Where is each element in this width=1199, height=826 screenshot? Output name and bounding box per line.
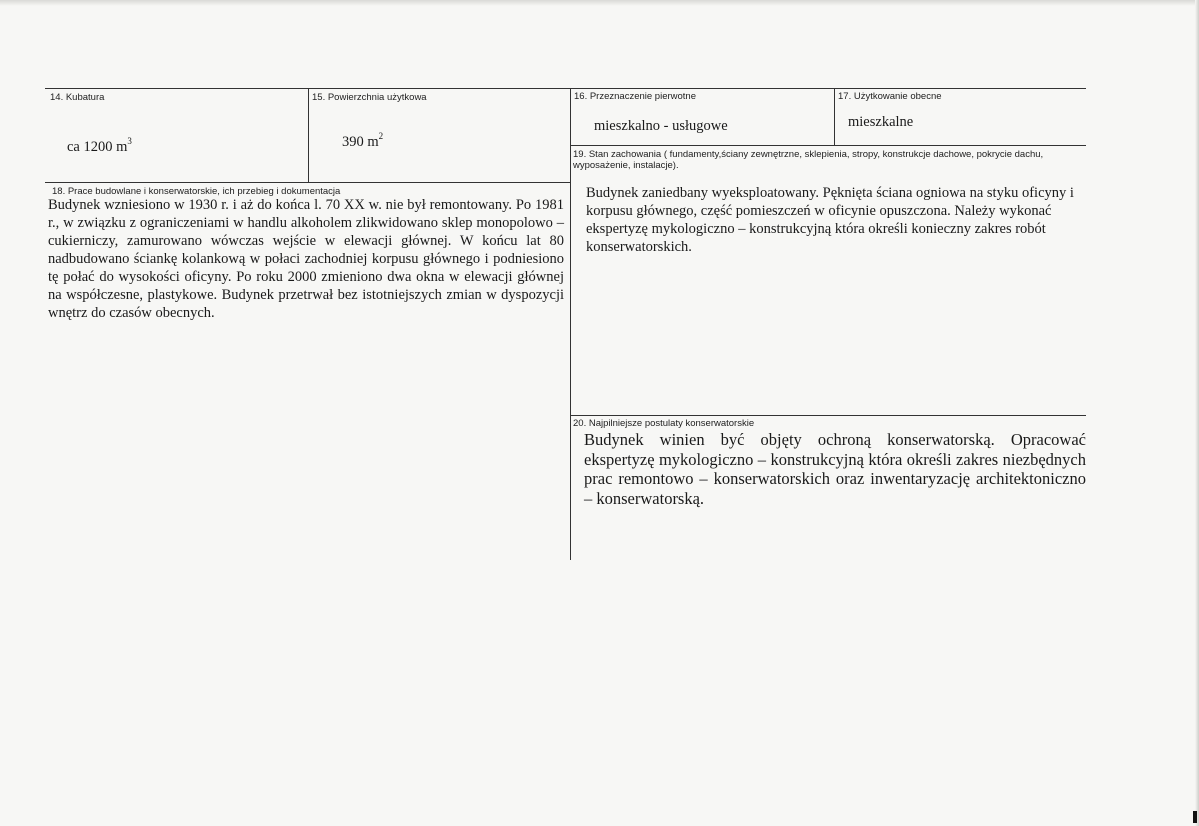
stan-label: 19. Stan zachowania ( fundamenty,ściany zewnętrzne, sklepienia, stropy, konstrukcje dachowe, pokrycie dachu, wyposażenie, instalacje). — [573, 149, 1044, 171]
postulaty-text: Budynek winien być objęty ochroną konserwatorską. Opracować ekspertyzę mykologiczno – konstrukcyjną która określi zakres niezbędnych prac remontowo – konserwatorskich oraz inwentaryzację architektoniczno – konserwatorską. — [584, 430, 1086, 508]
divider-left-right — [570, 88, 571, 560]
uzytkowanie-value: mieszkalne — [848, 114, 914, 130]
powierzchnia-label: 15. Powierzchnia użytkowa — [312, 92, 427, 103]
uzytkowanie-label: 17. Użytkowanie obecne — [838, 91, 942, 102]
table-top-border-right — [570, 88, 1086, 89]
divider-col-16-17 — [834, 88, 835, 145]
divider-col-14-15 — [308, 88, 309, 182]
row-divider-19-20 — [570, 415, 1086, 416]
powierzchnia-unit-exponent: 2 — [378, 131, 384, 141]
powierzchnia-number: 390 m — [342, 133, 379, 150]
prace-label: 18. Prace budowlane i konserwatorskie, ich przebieg i dokumentacja — [52, 186, 341, 197]
stan-text: Budynek zaniedbany wyeksploatowany. Pęknięta ściana ogniowa na styku oficyny i korpusu głównego, część pomieszczeń w oficynie opuszczona. Należy wykonać ekspertyzę mykologiczno – konstrukcyjną która określi konieczny zakres robót konserwatorskich. — [586, 185, 1074, 255]
prace-text: Budynek wzniesiono w 1930 r. i aż do końca l. 70 XX w. nie był remontowany. Po 1981 r., w związku z ograniczeniami w handlu alkoholem zlikwidowano sklep monopolowo – cukierniczy, zamurowano wówczas wejście w elewacji głównej. W końcu lat 80 nadbudowano ściankę kolankową w połaci zachodniej korpusu głównego i podniesiono tę połać do wysokości oficyny. Po roku 2000 zmieniono dwa okna w elewacji głównej na współczesne, plastykowe. Budynek przetrwał bez istotniejszych zmian w dyspozycji wnętrz do czasów obecnych. — [48, 197, 564, 321]
powierzchnia-value — [342, 132, 383, 151]
kubatura-number: ca 1200 m — [67, 138, 128, 155]
row-divider-16-19 — [570, 145, 1086, 146]
kubatura-label: 14. Kubatura — [50, 92, 105, 103]
postulaty-label: 20. Najpilniejsze postulaty konserwatorskie — [573, 418, 755, 429]
row-divider-14-18 — [45, 182, 570, 183]
scan-edge-top — [0, 0, 1199, 6]
kubatura-value — [67, 137, 132, 156]
przeznaczenie-value: mieszkalno - usługowe — [594, 118, 728, 134]
kubatura-unit-exponent: 3 — [127, 136, 132, 146]
scan-edge-right — [1195, 0, 1199, 826]
przeznaczenie-label: 16. Przeznaczenie pierwotne — [574, 91, 696, 102]
scan-mark — [1193, 811, 1197, 823]
